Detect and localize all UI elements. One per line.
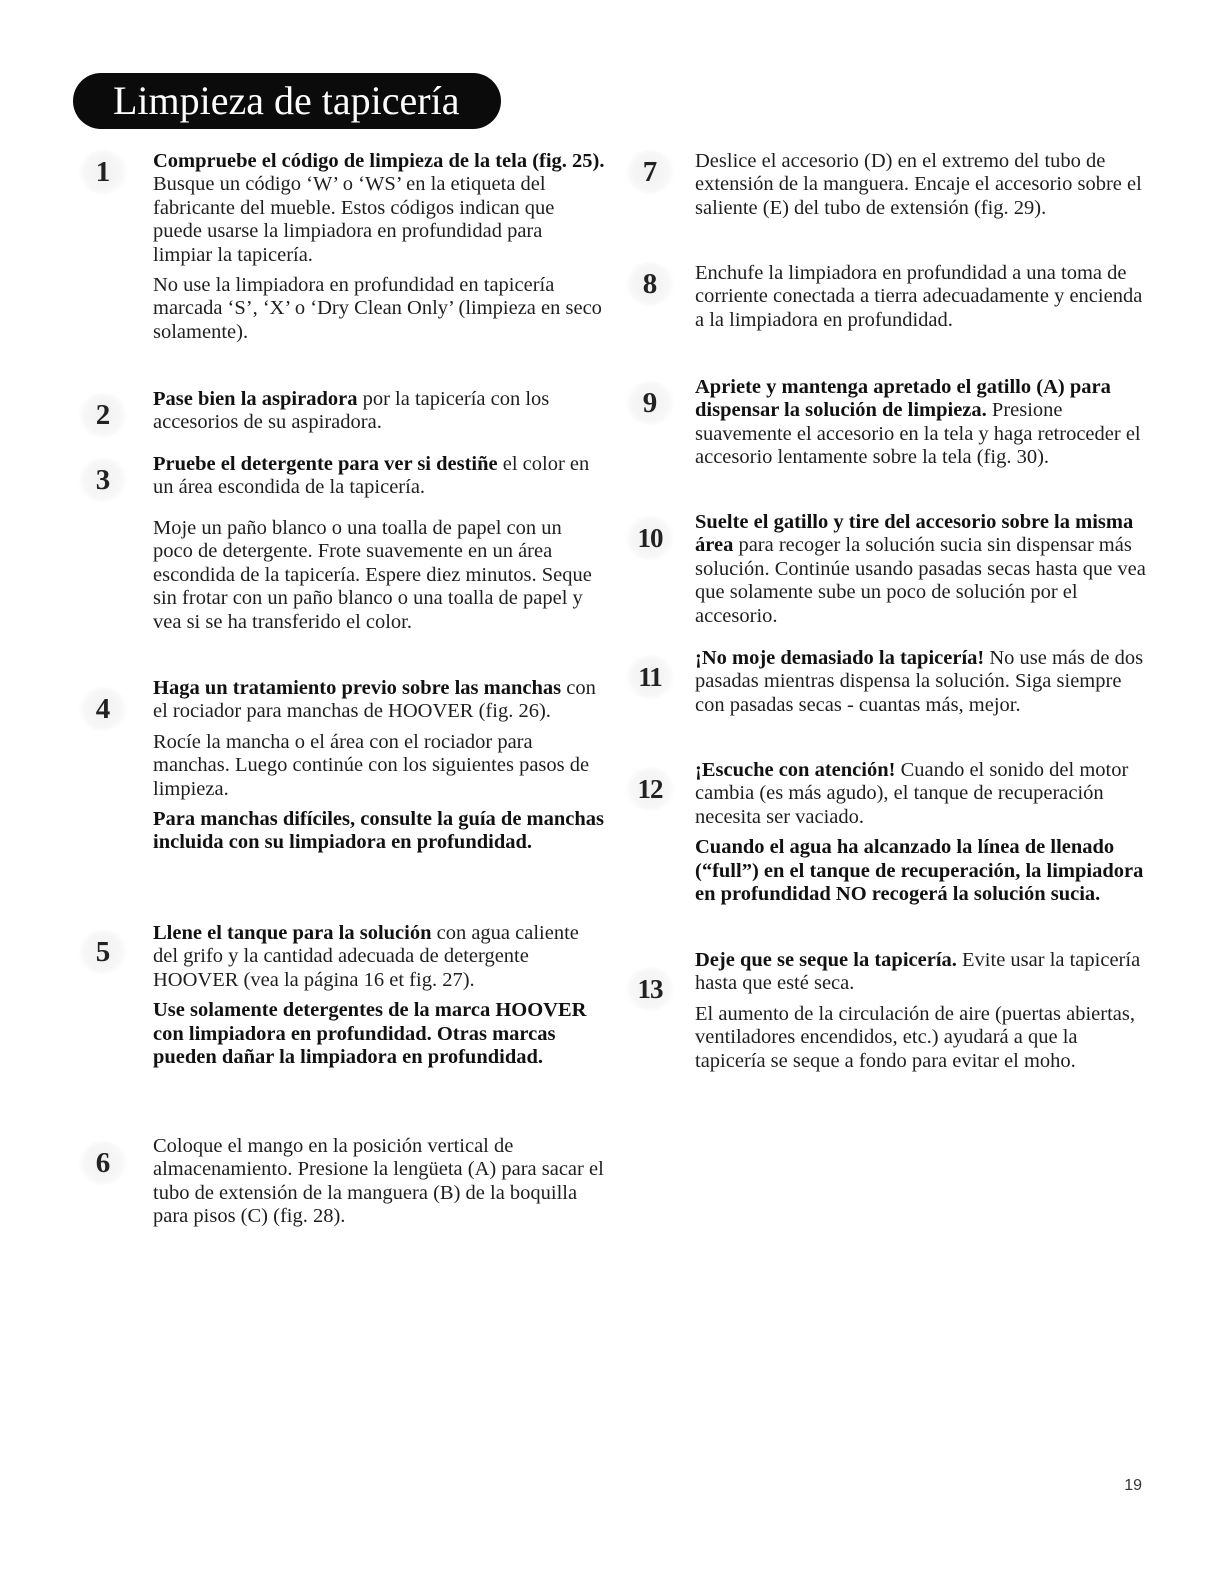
step-number: 2	[78, 393, 128, 437]
step-text: Enchufe la limpiadora en profundidad a una toma de corriente conectada a tierra adecuadamente y encienda a la limpiadora en profundidad.	[695, 262, 1143, 331]
step-number: 13	[625, 967, 675, 1011]
step-number: 8	[625, 262, 675, 306]
step-number: 11	[625, 655, 675, 699]
step-number: 7	[625, 150, 675, 194]
step-text: Moje un paño blanco o una toalla de papel con un poco de detergente. Frote suavemente en un área escondida de la tapicería. Espere diez minutos. Seque sin frotar con un paño blanco o una toalla de papel y vea si se ha transferido el color.	[153, 517, 592, 633]
step-number: 9	[625, 381, 675, 425]
step-text: Cuando el sonido del motor cambia (es más agudo), el tanque de recuperación necesita ser vaciado.	[695, 759, 1129, 828]
step-text: con agua caliente del grifo y la cantidad adecuada de detergente HOOVER (vea la página 16 et fig. 27).	[153, 922, 579, 991]
step-lead: Pruebe el detergente para ver si destiñe	[153, 453, 498, 475]
step-number: 6	[78, 1141, 128, 1185]
step-text: por la tapicería con los accesorios de su aspiradora.	[153, 388, 550, 434]
step-lead: Pase bien la aspiradora	[153, 388, 358, 410]
step-lead: Para manchas difíciles, consulte la guía de manchas incluida con su limpiadora en profundidad.	[153, 808, 605, 854]
step-text: Evite usar la tapicería hasta que esté seca.	[695, 949, 1141, 995]
step-text: para recoger la solución sucia sin dispensar más solución. Continúe usando pasadas secas hasta que vea que solamente sube un poco de solución por el accesorio.	[695, 534, 1146, 627]
step-text: El aumento de la circulación de aire (puertas abiertas, ventiladores encendidos, etc.) ayudará a que la tapicería se seque a fondo para evitar el moho.	[695, 1002, 1135, 1072]
step-lead: Suelte el gatillo y tire del accesorio sobre la misma área	[695, 511, 1134, 557]
step-number: 4	[78, 687, 128, 731]
step-text: Presione suavemente el accesorio en la tela y haga retroceder el accesorio lentamente sobre la tela (fig. 30).	[695, 399, 1141, 469]
page-title-banner	[73, 73, 501, 129]
step-text: Deslice el accesorio (D) en el extremo del tubo de extensión de la manguera. Encaje el accesorio sobre el saliente (E) del tubo de extensión (fig. 29).	[695, 150, 1142, 219]
step-lead: Deje que se seque la tapicería.	[695, 949, 957, 971]
page-number: 19	[1124, 1477, 1142, 1494]
step-lead: Apriete y mantenga apretado el gatillo (A) para dispensar la solución de limpieza.	[695, 376, 1111, 422]
step-number: 5	[78, 930, 128, 974]
step-lead: ¡Escuche con atención!	[695, 759, 896, 781]
step-lead: Llene el tanque para la solución	[153, 922, 432, 944]
step-text: Coloque el mango en la posición vertical de almacenamiento. Presione la lengüeta (A) para sacar el tubo de extensión de la manguera (B) de la boquilla para pisos (C) (fig. 28).	[153, 1135, 604, 1228]
step-text: No use más de dos pasadas mientras dispensa la solución. Siga siempre con pasadas secas - cuantas más, mejor.	[695, 647, 1144, 716]
page-title: Limpieza de tapicería	[113, 78, 460, 123]
step-text: No use la limpiadora en profundidad en tapicería marcada ‘S’, ‘X’ o ‘Dry Clean Only’ (limpieza en seco solamente).	[153, 274, 602, 343]
step-text: Rocíe la mancha o el área con el rociador para manchas. Luego continúe con los siguientes pasos de limpieza.	[153, 730, 590, 800]
step-number: 10	[625, 516, 675, 560]
step-number: 3	[78, 458, 128, 502]
step-lead: Compruebe el código de limpieza de la tela (fig. 25).	[153, 150, 605, 172]
step-number: 1	[78, 150, 128, 194]
step-number: 12	[625, 767, 675, 811]
step-text: el color en un área escondida de la tapicería.	[153, 453, 590, 499]
step-lead: Use solamente detergentes de la marca HOOVER con limpiadora en profundidad. Otras marcas pueden dañar la limpiadora en profundidad.	[153, 999, 587, 1069]
step-lead: Cuando el agua ha alcanzado la línea de llenado (“full”) en el tanque de recuperación, la limpiadora en profundidad NO recogerá la solución sucia.	[695, 836, 1144, 906]
step-lead: Haga un tratamiento previo sobre las manchas	[153, 677, 562, 699]
step-lead: ¡No moje demasiado la tapicería!	[695, 647, 985, 669]
step-text: con el rociador para manchas de HOOVER (fig. 26).	[153, 677, 596, 723]
step-text: Busque un código ‘W’ o ‘WS’ en la etiqueta del fabricante del mueble. Estos códigos indican que puede usarse la limpiadora en profundidad para limpiar la tapicería.	[153, 173, 555, 266]
